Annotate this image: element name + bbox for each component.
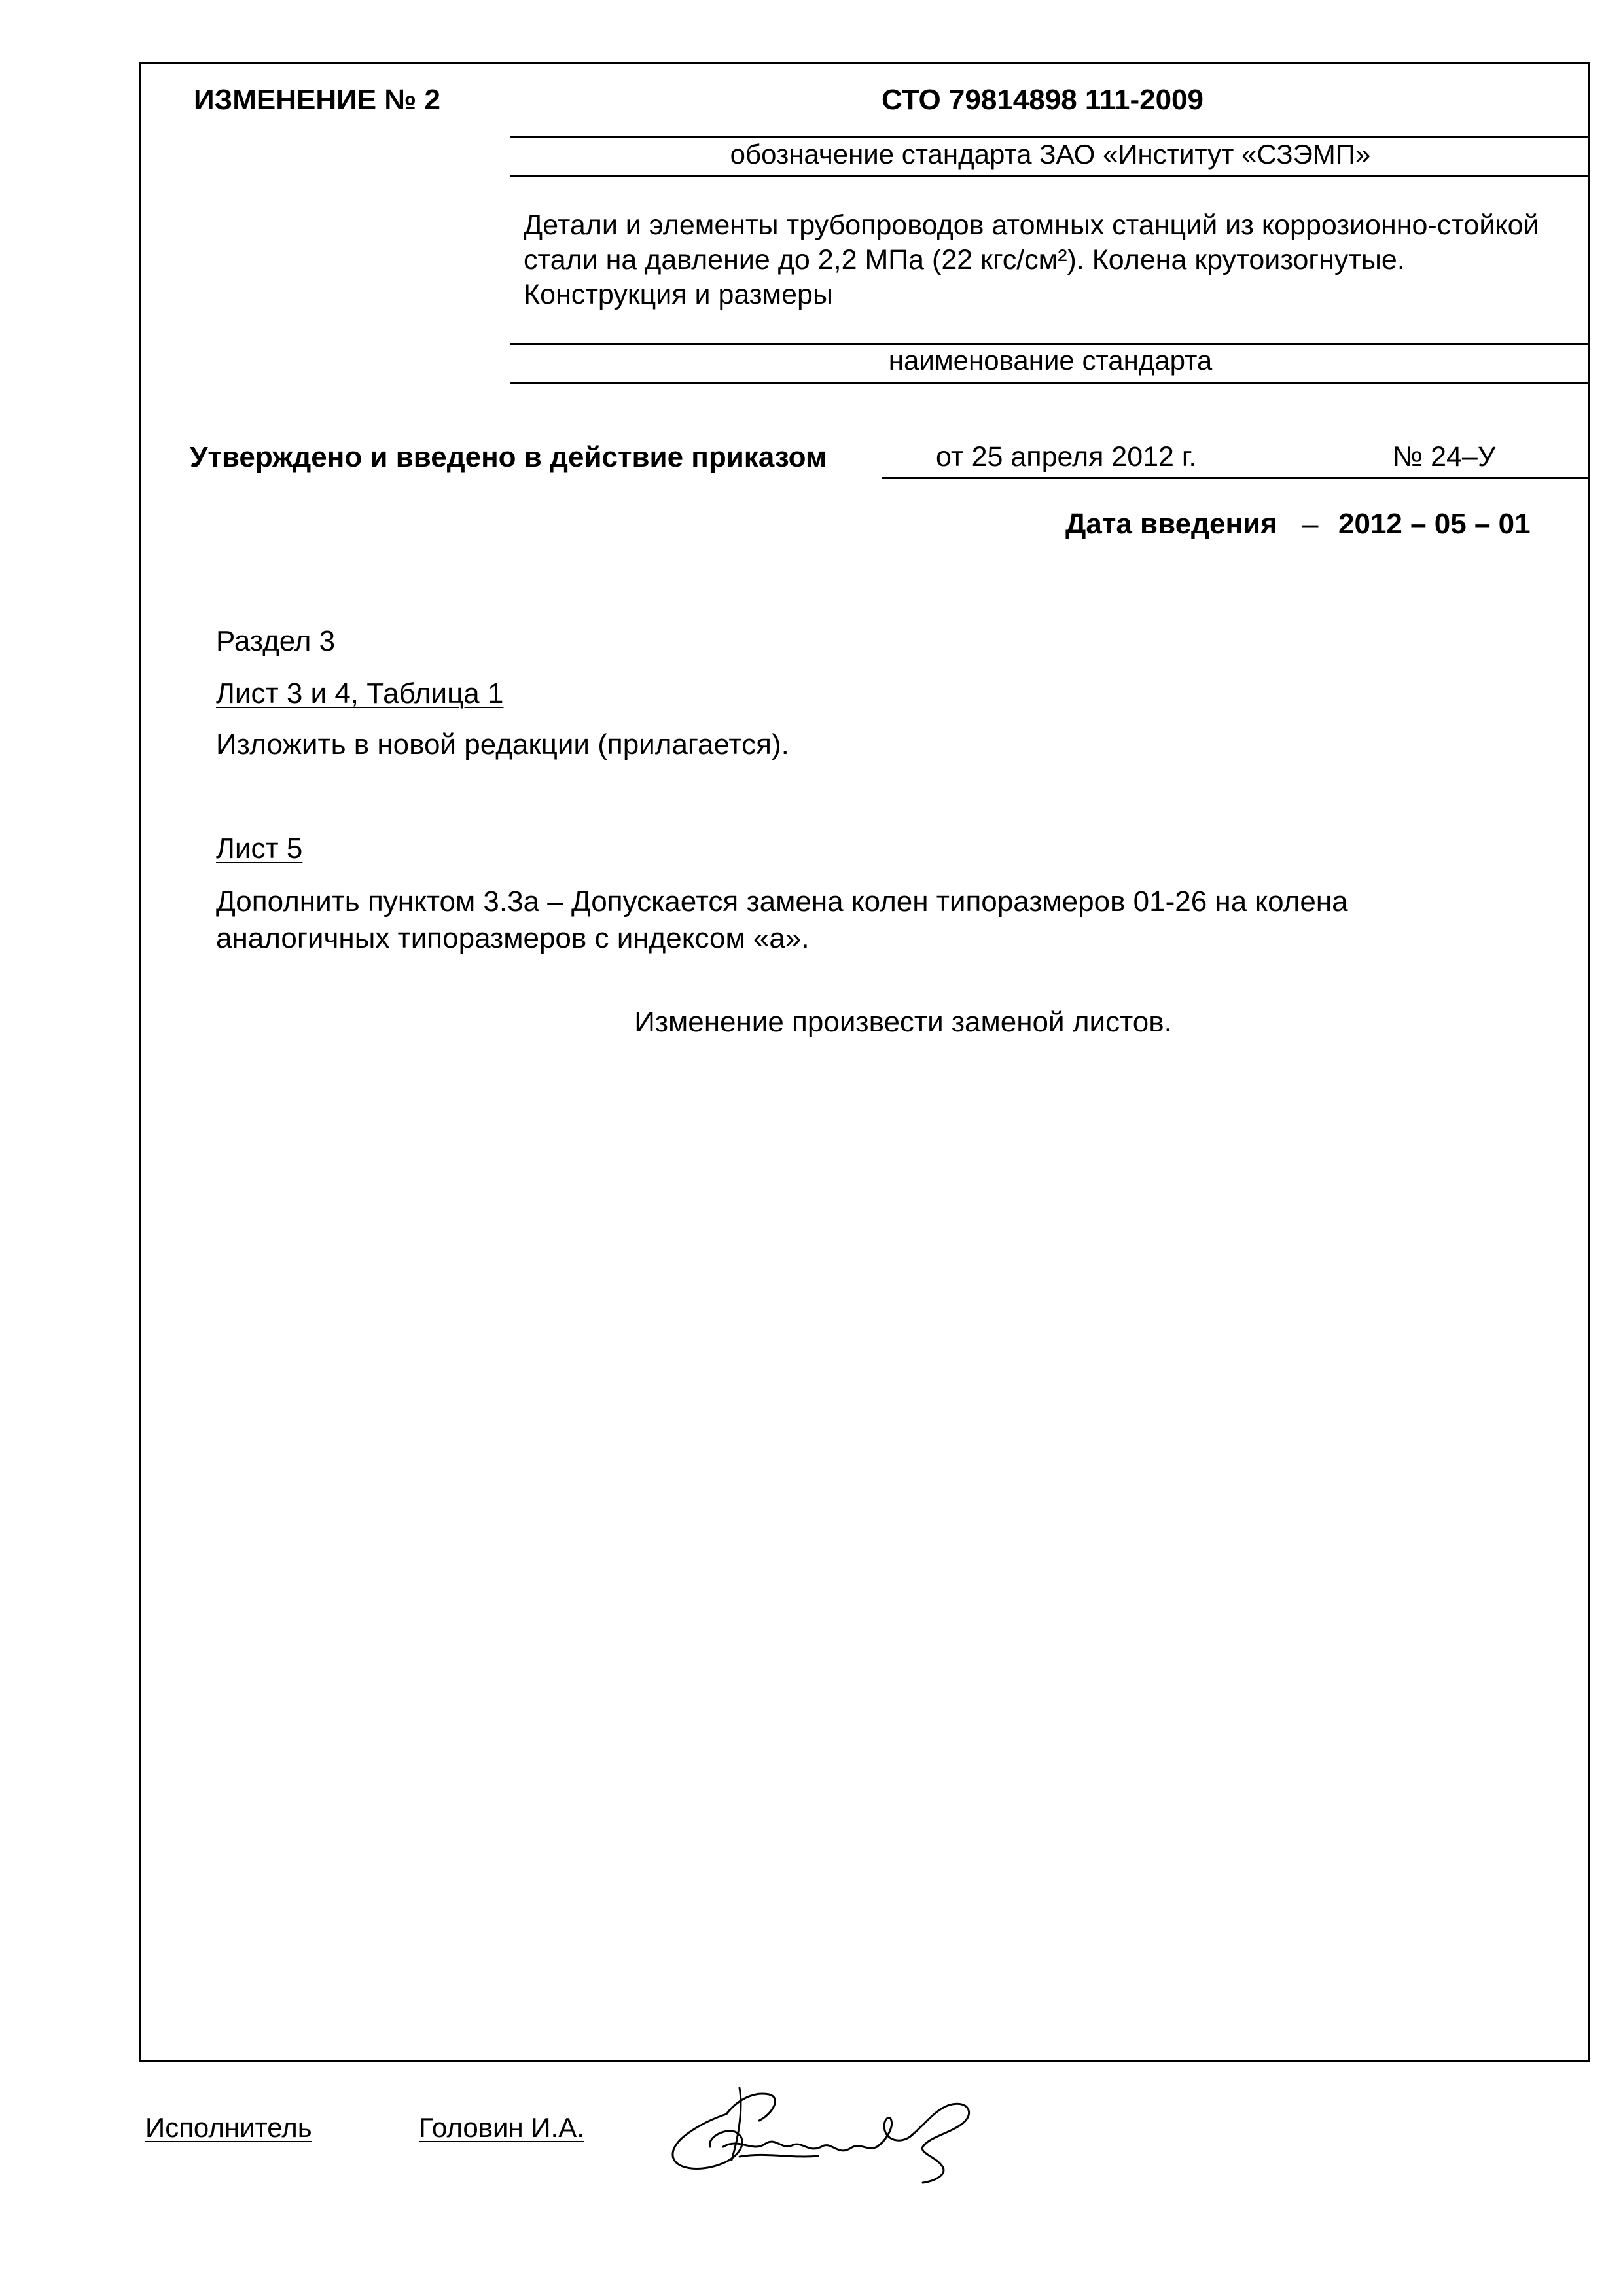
executor-name: Головин И.А. <box>419 2112 584 2143</box>
change-number: ИЗМЕНЕНИЕ № 2 <box>194 84 441 116</box>
instruction-text: Дополнить пунктом 3.3а – Допускается замена колен типоразмеров 01-26 на колена аналогичных типоразмеров с индексом «а». <box>216 886 1348 954</box>
standard-name: Детали и элементы трубопроводов атомных станций из коррозионно-стойкой стали на давление до 2,2 МПа (22 кгс/см²). Колена крутоизогнутые. Конструкция и размеры <box>524 209 1539 310</box>
order-date: от 25 апреля 2012 г. <box>936 441 1197 473</box>
executor-label: Исполнитель <box>145 2112 312 2143</box>
order-number: № 24–У <box>1393 441 1496 473</box>
introduction-date: 2012 – 05 – 01 <box>1338 508 1531 540</box>
closing-note: Изменение произвести заменой листов. <box>634 1006 1172 1038</box>
signature-image <box>661 2075 988 2186</box>
section-heading: Раздел 3 <box>216 625 336 657</box>
standard-code: СТО 79814898 111-2009 <box>882 84 1204 116</box>
sheet-reference: Лист 3 и 4, Таблица 1 <box>216 677 504 709</box>
order-underline <box>882 477 1590 479</box>
introduction-label: Дата введения <box>1065 508 1277 540</box>
standard-name-caption: наименование стандарта <box>888 345 1213 376</box>
standard-designation-caption: обозначение стандарта ЗАО «Институт «СЗЭМП» <box>730 139 1371 170</box>
divider-line <box>510 175 1590 177</box>
instruction-text: Изложить в новой редакции (прилагается). <box>216 728 789 761</box>
sheet-reference: Лист 5 <box>216 833 303 865</box>
introduction-dash: – <box>1302 508 1319 540</box>
approval-label: Утверждено и введено в действие приказом <box>190 441 827 473</box>
divider-line <box>510 136 1590 138</box>
divider-line <box>510 382 1590 384</box>
